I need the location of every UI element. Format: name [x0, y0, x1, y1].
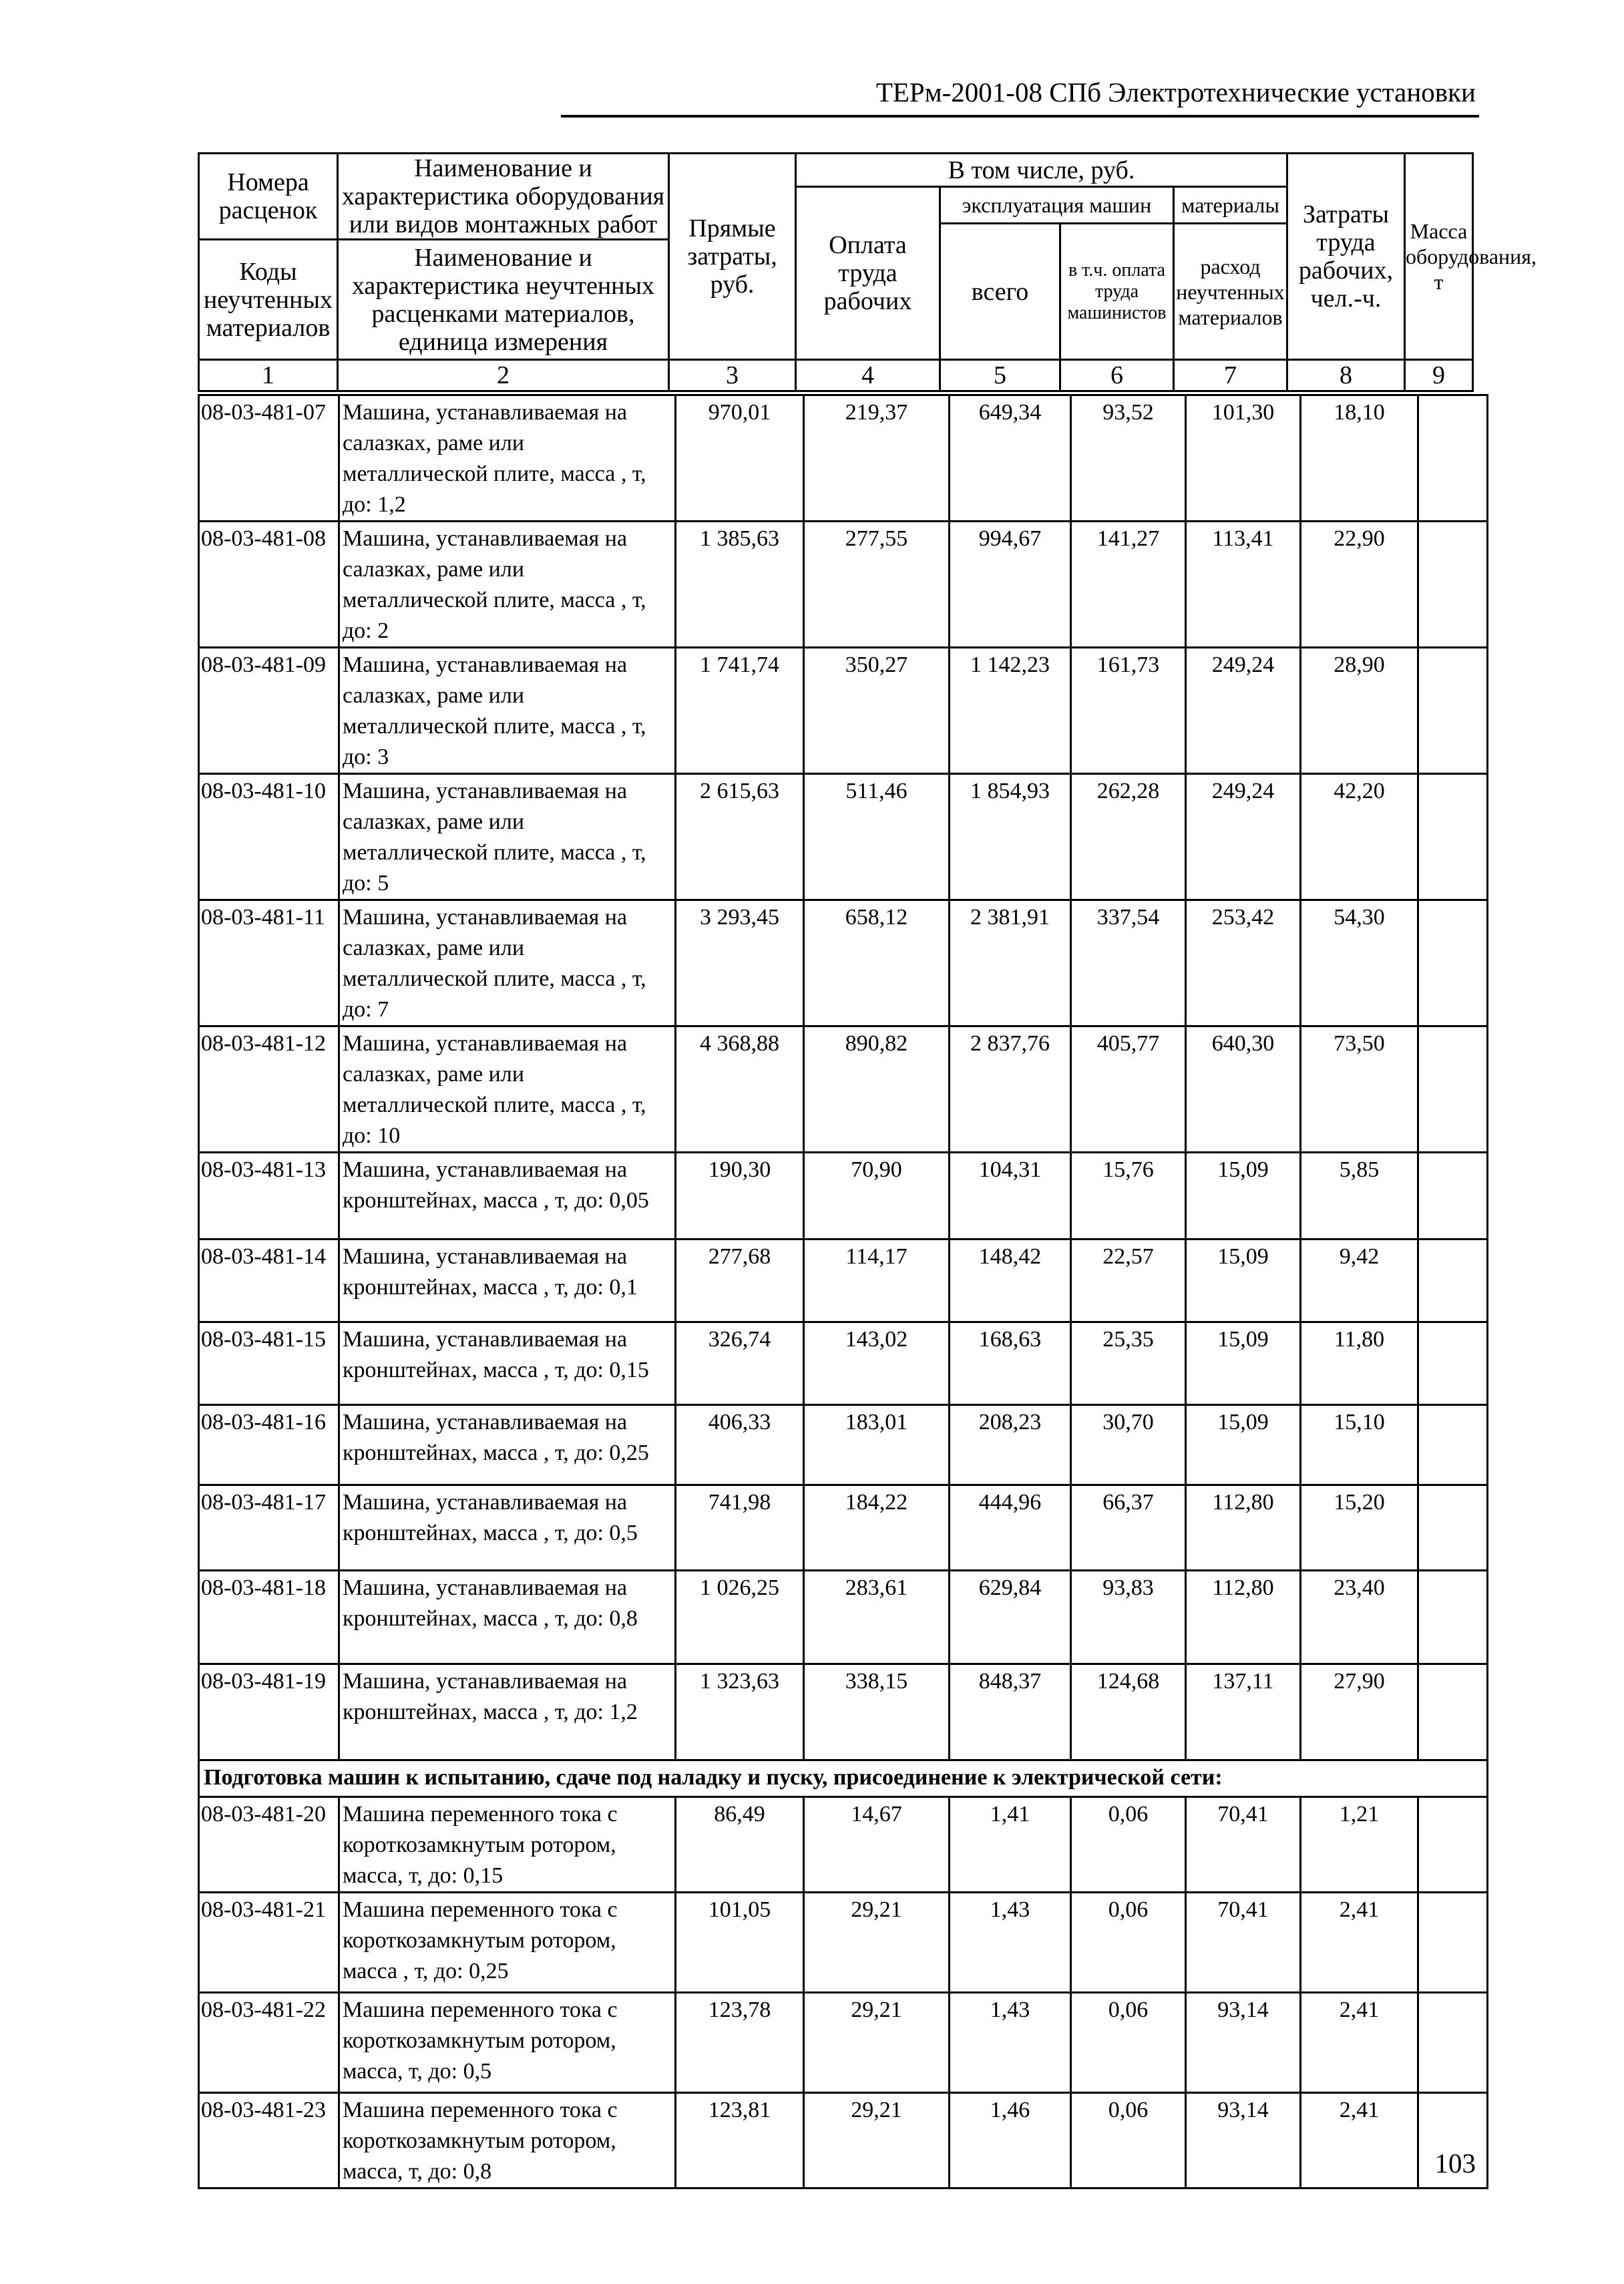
section-title: Подготовка машин к испытанию, сдаче под наладку и пуску, присоединение к электрической сети: [199, 1760, 1488, 1797]
machinists-pay: 22,57 [1071, 1240, 1186, 1322]
rate-code: 08-03-481-16 [199, 1405, 339, 1485]
table-row [199, 2093, 1488, 2188]
equipment-mass [1418, 1240, 1488, 1322]
labor-hours: 15,10 [1301, 1405, 1418, 1485]
work-name: Машина, устанавливаемая на салазках, раме или металлической плите, масса , т, до: 2 [339, 522, 676, 648]
direct-costs: 1 385,63 [676, 522, 804, 648]
work-name: Машина, устанавливаемая на салазках, раме или металлической плите, масса , т, до: 1,2 [339, 395, 676, 522]
materials-cost: 15,09 [1186, 1240, 1301, 1322]
equipment-mass [1418, 774, 1488, 900]
machinists-pay: 0,06 [1071, 1993, 1186, 2093]
direct-costs: 101,05 [676, 1893, 804, 1993]
materials-cost: 15,09 [1186, 1153, 1301, 1240]
work-name: Машина переменного тока с короткозамкнутым ротором, масса, т, до: 0,5 [339, 1993, 676, 2093]
labor-hours: 11,80 [1301, 1322, 1418, 1405]
direct-costs: 2 615,63 [676, 774, 804, 900]
labor-hours: 23,40 [1301, 1571, 1418, 1664]
machines-total: 629,84 [950, 1571, 1071, 1664]
direct-costs: 190,30 [676, 1153, 804, 1240]
equipment-mass [1418, 1571, 1488, 1664]
rate-code: 08-03-481-09 [199, 648, 339, 774]
direct-costs: 123,78 [676, 1993, 804, 2093]
rate-code: 08-03-481-21 [199, 1893, 339, 1993]
materials-cost: 112,80 [1186, 1571, 1301, 1664]
labor-pay: 70,90 [804, 1153, 950, 1240]
work-name: Машина переменного тока с короткозамкнутым ротором, масса, т, до: 0,15 [339, 1797, 676, 1893]
equipment-mass [1418, 395, 1488, 522]
table-row [199, 648, 1488, 774]
header-machinists-pay: в т.ч. оплата труда машинистов [1060, 224, 1174, 360]
machines-total: 1,46 [950, 2093, 1071, 2188]
table-row [199, 1026, 1488, 1153]
machines-total: 1,43 [950, 1993, 1071, 2093]
materials-cost: 640,30 [1186, 1026, 1301, 1153]
materials-cost: 137,11 [1186, 1664, 1301, 1760]
table-row [199, 1993, 1488, 2093]
table-row [199, 1797, 1488, 1893]
direct-costs: 970,01 [676, 395, 804, 522]
direct-costs: 86,49 [676, 1797, 804, 1893]
labor-pay: 14,67 [804, 1797, 950, 1893]
rate-code: 08-03-481-19 [199, 1664, 339, 1760]
table-row [199, 1571, 1488, 1664]
labor-pay: 114,17 [804, 1240, 950, 1322]
machines-total: 2 381,91 [950, 900, 1071, 1026]
table-row [199, 774, 1488, 900]
rate-code: 08-03-481-07 [199, 395, 339, 522]
rate-code: 08-03-481-08 [199, 522, 339, 648]
table-row [199, 900, 1488, 1026]
machines-total: 1 854,93 [950, 774, 1071, 900]
header-machines-total: всего [940, 224, 1060, 360]
work-name: Машина, устанавливаемая на кронштейнах, масса , т, до: 0,05 [339, 1153, 676, 1240]
rate-code: 08-03-481-11 [199, 900, 339, 1026]
direct-costs: 1 741,74 [676, 648, 804, 774]
labor-hours: 1,21 [1301, 1797, 1418, 1893]
materials-cost: 112,80 [1186, 1485, 1301, 1571]
machinists-pay: 0,06 [1071, 2093, 1186, 2188]
machinists-pay: 25,35 [1071, 1322, 1186, 1405]
header-rate-numbers: Номера расценок [199, 154, 338, 240]
materials-cost: 249,24 [1186, 648, 1301, 774]
direct-costs: 406,33 [676, 1405, 804, 1485]
header-number: 3 [669, 360, 796, 391]
materials-cost: 15,09 [1186, 1322, 1301, 1405]
materials-cost: 70,41 [1186, 1893, 1301, 1993]
equipment-mass [1418, 1664, 1488, 1760]
table-row [199, 1893, 1488, 1993]
labor-hours: 22,90 [1301, 522, 1418, 648]
machines-total: 848,37 [950, 1664, 1071, 1760]
labor-pay: 890,82 [804, 1026, 950, 1153]
work-name: Машина, устанавливаемая на кронштейнах, масса , т, до: 0,1 [339, 1240, 676, 1322]
labor-hours: 28,90 [1301, 648, 1418, 774]
labor-hours: 2,41 [1301, 1893, 1418, 1993]
direct-costs: 3 293,45 [676, 900, 804, 1026]
header-number: 5 [940, 360, 1060, 391]
rate-code: 08-03-481-22 [199, 1993, 339, 2093]
header-number: 9 [1405, 360, 1473, 391]
table-row [199, 1240, 1488, 1322]
header-material-codes: Коды неучтенных материалов [199, 240, 338, 360]
equipment-mass [1418, 648, 1488, 774]
equipment-mass [1418, 522, 1488, 648]
rate-code: 08-03-481-20 [199, 1797, 339, 1893]
work-name: Машина переменного тока с короткозамкнутым ротором, масса, т, до: 0,8 [339, 2093, 676, 2188]
header-number: 2 [338, 360, 669, 391]
labor-hours: 73,50 [1301, 1026, 1418, 1153]
table-row [199, 1485, 1488, 1571]
machines-total: 168,63 [950, 1322, 1071, 1405]
machinists-pay: 0,06 [1071, 1893, 1186, 1993]
labor-pay: 283,61 [804, 1571, 950, 1664]
header-including: В том числе, руб. [796, 154, 1287, 187]
machines-total: 1,43 [950, 1893, 1071, 1993]
header-machine-operation: эксплуатация машин [940, 187, 1174, 224]
machines-total: 444,96 [950, 1485, 1071, 1571]
materials-cost: 253,42 [1186, 900, 1301, 1026]
materials-cost: 113,41 [1186, 522, 1301, 648]
work-name: Машина, устанавливаемая на кронштейнах, масса , т, до: 1,2 [339, 1664, 676, 1760]
labor-pay: 29,21 [804, 1893, 950, 1993]
machines-total: 649,34 [950, 395, 1071, 522]
materials-cost: 249,24 [1186, 774, 1301, 900]
machinists-pay: 30,70 [1071, 1405, 1186, 1485]
equipment-mass [1418, 1322, 1488, 1405]
labor-hours: 5,85 [1301, 1153, 1418, 1240]
machinists-pay: 15,76 [1071, 1153, 1186, 1240]
work-name: Машина, устанавливаемая на кронштейнах, масса , т, до: 0,15 [339, 1322, 676, 1405]
equipment-mass [1418, 1797, 1488, 1893]
table-header [198, 152, 1537, 392]
materials-cost: 101,30 [1186, 395, 1301, 522]
labor-pay: 143,02 [804, 1322, 950, 1405]
equipment-mass [1418, 1485, 1488, 1571]
machines-total: 208,23 [950, 1405, 1071, 1485]
header-material-names: Наименование и характеристика неучтенных расценками материалов, единица измерения [338, 240, 669, 360]
work-name: Машина, устанавливаемая на кронштейнах, масса , т, до: 0,8 [339, 1571, 676, 1664]
labor-pay: 277,55 [804, 522, 950, 648]
labor-pay: 658,12 [804, 900, 950, 1026]
materials-cost: 93,14 [1186, 2093, 1301, 2188]
equipment-mass [1418, 1993, 1488, 2093]
work-name: Машина, устанавливаемая на салазках, раме или металлической плите, масса , т, до: 3 [339, 648, 676, 774]
materials-cost: 15,09 [1186, 1405, 1301, 1485]
direct-costs: 741,98 [676, 1485, 804, 1571]
page-number: 103 [1434, 2148, 1476, 2178]
labor-hours: 9,42 [1301, 1240, 1418, 1322]
machinists-pay: 161,73 [1071, 648, 1186, 774]
running-head: ТЕРм-2001-08 СПб Электротехнические установки [875, 77, 1476, 108]
equipment-mass [1418, 1153, 1488, 1240]
equipment-mass [1418, 1026, 1488, 1153]
labor-hours: 2,41 [1301, 1993, 1418, 2093]
work-name: Машина переменного тока с короткозамкнутым ротором, масса , т, до: 0,25 [339, 1893, 676, 1993]
rate-code: 08-03-481-18 [199, 1571, 339, 1664]
rate-code: 08-03-481-23 [199, 2093, 339, 2188]
machinists-pay: 0,06 [1071, 1797, 1186, 1893]
machinists-pay: 337,54 [1071, 900, 1186, 1026]
labor-hours: 15,20 [1301, 1485, 1418, 1571]
work-name: Машина, устанавливаемая на салазках, раме или металлической плите, масса , т, до: 5 [339, 774, 676, 900]
work-name: Машина, устанавливаемая на салазках, раме или металлической плите, масса , т, до: 7 [339, 900, 676, 1026]
machines-total: 994,67 [950, 522, 1071, 648]
equipment-mass [1418, 1405, 1488, 1485]
header-number: 4 [796, 360, 940, 391]
labor-hours: 54,30 [1301, 900, 1418, 1026]
machinists-pay: 93,52 [1071, 395, 1186, 522]
table-row [199, 1664, 1488, 1760]
rate-code: 08-03-481-12 [199, 1026, 339, 1153]
header-labor-hours: Затраты труда рабочих, чел.-ч. [1287, 154, 1405, 360]
labor-hours: 27,90 [1301, 1664, 1418, 1760]
direct-costs: 326,74 [676, 1322, 804, 1405]
labor-pay: 29,21 [804, 2093, 950, 2188]
machinists-pay: 124,68 [1071, 1664, 1186, 1760]
labor-pay: 219,37 [804, 395, 950, 522]
direct-costs: 1 026,25 [676, 1571, 804, 1664]
materials-cost: 70,41 [1186, 1797, 1301, 1893]
machines-total: 1,41 [950, 1797, 1071, 1893]
direct-costs: 1 323,63 [676, 1664, 804, 1760]
work-name: Машина, устанавливаемая на кронштейнах, масса , т, до: 0,5 [339, 1485, 676, 1571]
table-row [199, 1153, 1488, 1240]
running-head-rule [561, 115, 1479, 118]
labor-pay: 511,46 [804, 774, 950, 900]
labor-hours: 2,41 [1301, 2093, 1418, 2188]
machinists-pay: 93,83 [1071, 1571, 1186, 1664]
header-number: 7 [1174, 360, 1287, 391]
equipment-mass [1418, 900, 1488, 1026]
header-number: 1 [199, 360, 338, 391]
header-direct-costs: Прямые затраты, руб. [669, 154, 796, 360]
header-labor-pay: Оплата труда рабочих [796, 187, 940, 360]
rate-code: 08-03-481-10 [199, 774, 339, 900]
rate-code: 08-03-481-17 [199, 1485, 339, 1571]
machinists-pay: 66,37 [1071, 1485, 1186, 1571]
rate-code: 08-03-481-13 [199, 1153, 339, 1240]
labor-hours: 42,20 [1301, 774, 1418, 900]
labor-pay: 29,21 [804, 1993, 950, 2093]
machines-total: 148,42 [950, 1240, 1071, 1322]
labor-pay: 183,01 [804, 1405, 950, 1485]
materials-cost: 93,14 [1186, 1993, 1301, 2093]
table-row [199, 1322, 1488, 1405]
header-equipment-mass: Масса оборудования, т [1405, 154, 1473, 360]
machinists-pay: 262,28 [1071, 774, 1186, 900]
header-number: 8 [1287, 360, 1405, 391]
direct-costs: 4 368,88 [676, 1026, 804, 1153]
direct-costs: 123,81 [676, 2093, 804, 2188]
machines-total: 2 837,76 [950, 1026, 1071, 1153]
rates-table [198, 394, 1488, 2189]
work-name: Машина, устанавливаемая на салазках, раме или металлической плите, масса , т, до: 10 [339, 1026, 676, 1153]
rate-code: 08-03-481-14 [199, 1240, 339, 1322]
labor-pay: 184,22 [804, 1485, 950, 1571]
labor-pay: 338,15 [804, 1664, 950, 1760]
machines-total: 1 142,23 [950, 648, 1071, 774]
machinists-pay: 141,27 [1071, 522, 1186, 648]
rate-code: 08-03-481-15 [199, 1322, 339, 1405]
labor-hours: 18,10 [1301, 395, 1418, 522]
direct-costs: 277,68 [676, 1240, 804, 1322]
labor-pay: 350,27 [804, 648, 950, 774]
machines-total: 104,31 [950, 1153, 1071, 1240]
equipment-mass [1418, 1893, 1488, 1993]
machinists-pay: 405,77 [1071, 1026, 1186, 1153]
table-row [199, 395, 1488, 522]
table-row [199, 1405, 1488, 1485]
header-work-name: Наименование и характеристика оборудования или видов монтажных работ [338, 154, 669, 240]
work-name: Машина, устанавливаемая на кронштейнах, масса , т, до: 0,25 [339, 1405, 676, 1485]
header-number: 6 [1060, 360, 1174, 391]
header-materials: материалы [1174, 187, 1287, 224]
table-row [199, 522, 1488, 648]
header-unaccounted-materials: расход неучтенных материалов [1174, 224, 1287, 360]
